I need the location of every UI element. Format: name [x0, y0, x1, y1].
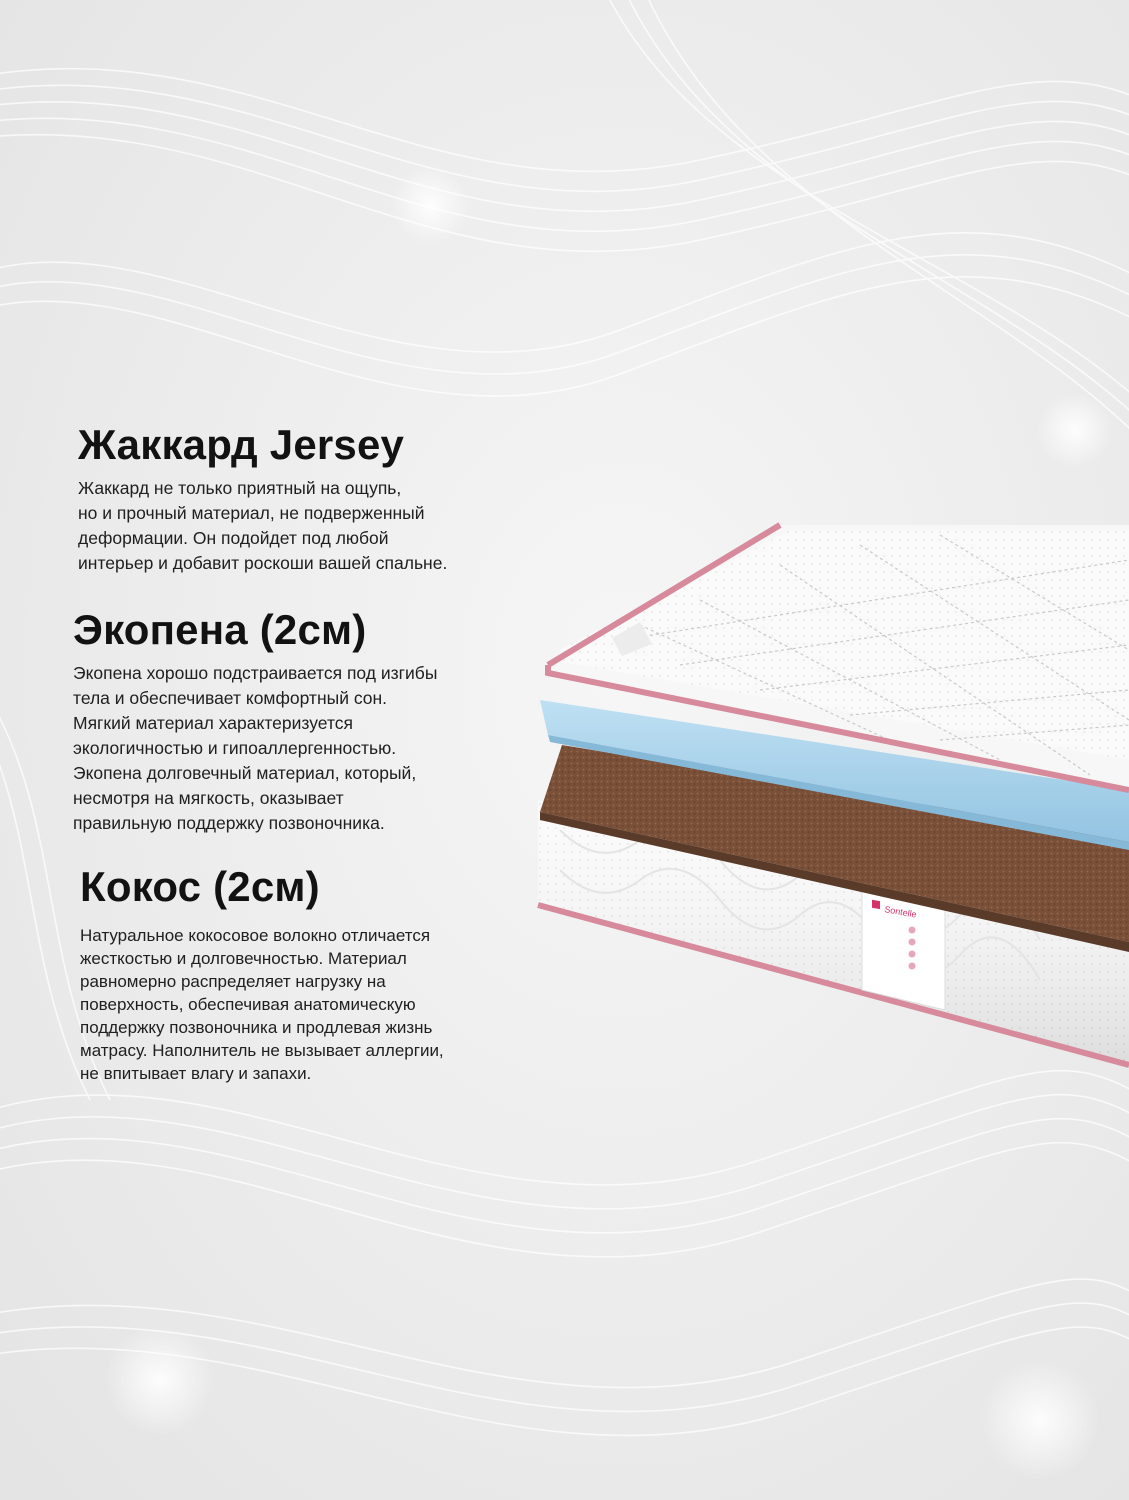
- section-title-coconut: Кокос (2см): [80, 863, 320, 910]
- section-ecofoam: [73, 605, 437, 836]
- text-line: Натуральное кокосовое волокно отличается: [80, 926, 431, 945]
- text-line: поддержку позвоночника и продлевая жизнь: [80, 1018, 433, 1037]
- section-coconut: [80, 862, 444, 1085]
- text-line: равномерно распределяет нагрузку на: [80, 972, 386, 991]
- text-line: матрасу. Наполнитель не вызывает аллергии,: [80, 1041, 444, 1060]
- label-brand-text: Sontelle: [883, 904, 918, 920]
- text-line: Жаккард не только приятный на ощупь,: [78, 478, 402, 498]
- text-line: не впитывает влагу и запахи.: [80, 1064, 312, 1083]
- text-line: но и прочный материал, не подверженный: [78, 503, 425, 523]
- text-line: интерьер и добавит роскоши вашей спальне.: [78, 553, 448, 573]
- section-jacquard: [78, 420, 447, 576]
- text-line: Мягкий материал характеризуется: [73, 713, 353, 733]
- text-line: несмотря на мягкость, оказывает: [73, 788, 344, 808]
- section-text-jacquard: [78, 476, 447, 576]
- text-line: поверхность, обеспечивая анатомическую: [80, 995, 416, 1014]
- section-title-ecofoam: Экопена (2см): [73, 606, 367, 653]
- text-line: тела и обеспечивает комфортный сон.: [73, 688, 388, 708]
- section-text-ecofoam: [73, 661, 437, 836]
- text-line: жесткостью и долговечностью. Материал: [80, 949, 407, 968]
- text-line: деформации. Он подойдет под любой: [78, 528, 389, 548]
- text-line: Экопена долговечный материал, который,: [73, 763, 417, 783]
- text-line: экологичностью и гипоаллергенностью.: [73, 738, 397, 758]
- text-line: правильную поддержку позвоночника.: [73, 813, 385, 833]
- section-text-coconut: [80, 924, 444, 1085]
- text-line: Экопена хорошо подстраивается под изгибы: [73, 663, 438, 683]
- mattress-layers-image: [520, 520, 1129, 1070]
- section-title-jacquard: Жаккард Jersey: [78, 421, 405, 468]
